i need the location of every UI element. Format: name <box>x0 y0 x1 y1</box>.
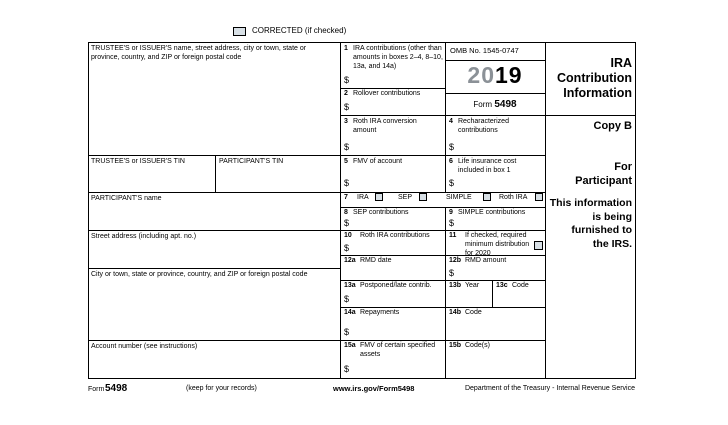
box-13a-label: Postponed/late contrib. <box>360 282 432 289</box>
trustee-tin-label: TRUSTEE'S or ISSUER'S TIN <box>91 158 185 165</box>
box-13c-label: Code <box>512 282 529 289</box>
box-10-number: 10 <box>344 232 352 239</box>
street-address-label: Street address (including apt. no.) <box>91 233 197 240</box>
for-participant-label: For Participant <box>575 161 632 187</box>
box-13c-number: 13c <box>496 282 508 289</box>
sep-checkbox[interactable] <box>419 193 427 201</box>
box-13a <box>344 282 442 291</box>
box-13c <box>496 282 544 291</box>
box-8 <box>344 209 439 218</box>
box-10 <box>344 232 442 241</box>
box-12a <box>344 257 442 266</box>
box-15a-label: FMV of certain specified assets <box>360 342 436 358</box>
box-7-simple-label: SIMPLE <box>446 194 472 201</box>
box-4-label: Recharacterized contributions <box>458 118 509 134</box>
box-13a-dollar: $ <box>344 294 350 304</box>
corrected-checkbox[interactable] <box>233 27 246 36</box>
divider-line <box>88 192 545 193</box>
keep-records-note: (keep for your records) <box>186 385 257 392</box>
box-3-label: Roth IRA conversion amount <box>353 118 417 134</box>
box-8-number: 8 <box>344 209 348 216</box>
box-4-dollar: $ <box>449 142 455 152</box>
participant-tin-label: PARTICIPANT'S TIN <box>219 158 284 165</box>
form-number: 5498 <box>494 99 517 110</box>
box-14a-number: 14a <box>344 309 356 316</box>
box-12a-number: 12a <box>344 257 356 264</box>
form-word: Form <box>473 100 493 109</box>
box-1-number: 1 <box>344 45 348 52</box>
box-5-number: 5 <box>344 158 348 165</box>
ira-checkbox[interactable] <box>375 193 383 201</box>
form-title: IRA Contribution Information <box>557 56 632 100</box>
box-9-dollar: $ <box>449 218 455 228</box>
divider-line <box>445 60 545 61</box>
corrected-label: CORRECTED (if checked) <box>252 26 347 35</box>
divider-line <box>88 268 340 269</box>
box-12b <box>449 257 542 266</box>
box-15b <box>449 342 542 351</box>
box-15b-number: 15b <box>449 342 462 349</box>
tax-year-suffix: 19 <box>495 62 523 88</box>
account-number-label: Account number (see instructions) <box>91 343 198 350</box>
box-14a-dollar: $ <box>344 327 350 337</box>
divider-line <box>340 307 545 308</box>
box-6 <box>449 158 542 176</box>
box-9-number: 9 <box>449 209 453 216</box>
roth-ira-checkbox[interactable] <box>535 193 543 201</box>
divider-line <box>445 207 446 379</box>
box-7-ira-label: IRA <box>357 194 369 201</box>
box-9 <box>449 209 542 218</box>
divider-line <box>88 340 545 341</box>
box-12a-label: RMD date <box>360 257 392 264</box>
box-14b <box>449 309 542 318</box>
box-4-number: 4 <box>449 118 453 125</box>
box-13b-label: Year <box>465 282 480 289</box>
divider-line <box>88 155 545 156</box>
form-number-header <box>445 99 545 110</box>
divider-line <box>340 42 341 379</box>
box-13a-number: 13a <box>344 282 356 289</box>
box-1-dollar: $ <box>344 75 350 85</box>
footer-form-word: Form <box>88 386 105 393</box>
box-5-label: FMV of account <box>353 158 403 165</box>
box-2-label: Rollover contributions <box>353 90 421 97</box>
box-2-number: 2 <box>344 90 348 97</box>
divider-line <box>340 280 545 281</box>
box-7-sep-label: SEP <box>398 194 413 201</box>
box-5 <box>344 158 439 167</box>
copy-b-label: Copy B <box>593 120 632 132</box>
box-3-number: 3 <box>344 118 348 125</box>
tax-year-prefix: 20 <box>467 62 495 88</box>
box-6-label: Life insurance cost included in box 1 <box>458 158 517 174</box>
divider-line <box>340 88 445 89</box>
box-3 <box>344 118 439 136</box>
box-12b-label: RMD amount <box>465 257 507 264</box>
trustee-address-label: TRUSTEE'S or ISSUER'S name, street address, city or town, state or province, country, and ZIP or foreign postal code <box>91 45 307 61</box>
box-15b-label: Code(s) <box>465 342 490 349</box>
box-13b <box>449 282 491 291</box>
box-11 <box>449 232 534 258</box>
box-5-dollar: $ <box>344 178 350 188</box>
participant-name-label: PARTICIPANT'S name <box>91 195 162 202</box>
divider-line <box>492 280 493 307</box>
box-3-dollar: $ <box>344 142 350 152</box>
divider-line <box>445 93 545 94</box>
irs-url: www.irs.gov/Form5498 <box>333 384 415 393</box>
rmd-2020-checkbox[interactable] <box>534 241 543 250</box>
box-6-number: 6 <box>449 158 453 165</box>
box-9-label: SIMPLE contributions <box>458 209 526 216</box>
tax-year <box>445 62 545 89</box>
box-1-label: IRA contributions (other than amounts in boxes 2–4, 8–10, 13a, and 14a) <box>353 45 443 70</box>
divider-line <box>88 230 545 231</box>
box-7-roth-ira-label: Roth IRA <box>499 194 528 201</box>
box-14b-label: Code <box>465 309 482 316</box>
divider-line <box>340 207 545 208</box>
box-4 <box>449 118 539 136</box>
box-10-label: Roth IRA contributions <box>360 232 430 239</box>
box-14a-label: Repayments <box>360 309 400 316</box>
box-15a <box>344 342 441 360</box>
box-8-label: SEP contributions <box>353 209 409 216</box>
divider-line <box>215 155 216 192</box>
box-14b-number: 14b <box>449 309 462 316</box>
simple-checkbox[interactable] <box>483 193 491 201</box>
box-14a <box>344 309 442 318</box>
footer-form-number: 5498 <box>105 383 128 394</box>
furnished-note: This information is being furnished to the IRS. <box>549 197 632 250</box>
city-label: City or town, state or province, country, and ZIP or foreign postal code <box>91 271 308 278</box>
box-6-dollar: $ <box>449 178 455 188</box>
box-15a-dollar: $ <box>344 364 350 374</box>
box-11-label: If checked, required minimum distribution for 2020 <box>465 232 530 257</box>
box-10-dollar: $ <box>344 243 350 253</box>
department-label: Department of the Treasury - Internal Revenue Service <box>464 385 635 392</box>
box-2-dollar: $ <box>344 102 350 112</box>
box-12b-number: 12b <box>449 257 462 264</box>
box-15a-number: 15a <box>344 342 356 349</box>
divider-line <box>340 115 635 116</box>
box-8-dollar: $ <box>344 218 350 228</box>
box-11-number: 11 <box>449 232 457 239</box>
omb-number: OMB No. 1545-0747 <box>450 46 519 55</box>
box-12b-dollar: $ <box>449 268 455 278</box>
box-1 <box>344 45 443 71</box>
box-2 <box>344 90 443 99</box>
box-13b-number: 13b <box>449 282 462 289</box>
box-7-number: 7 <box>344 194 348 201</box>
